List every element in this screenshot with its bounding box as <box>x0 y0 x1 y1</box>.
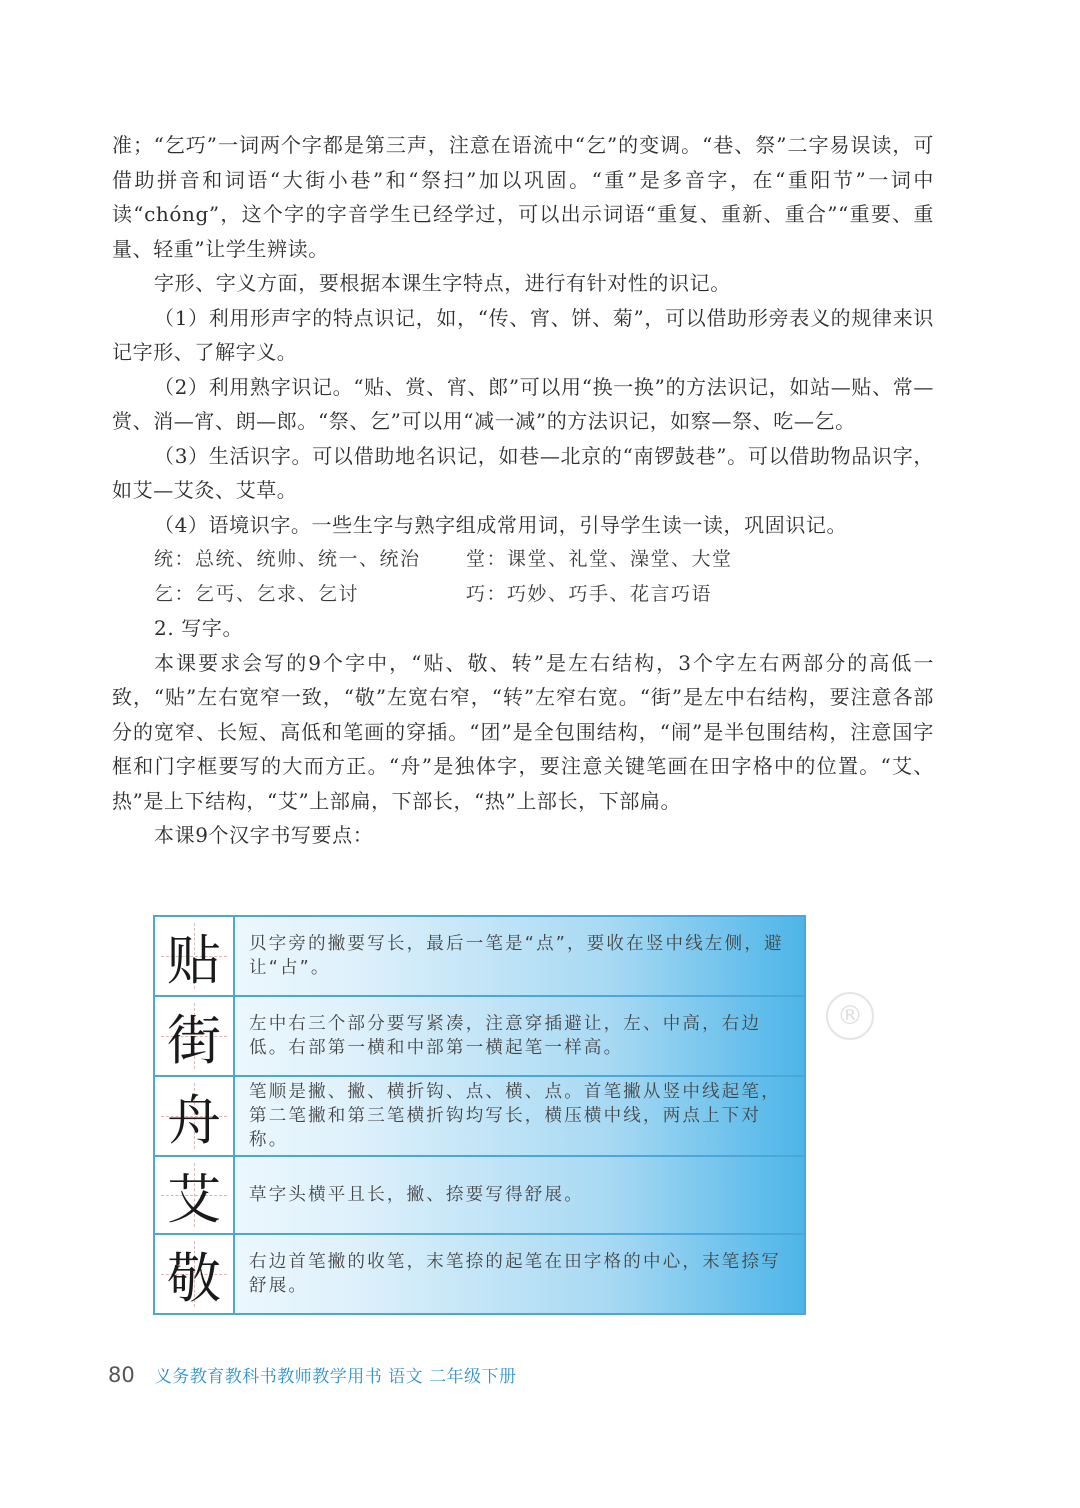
paragraph-method-1: （1）利用形声字的特点识记，如，“传、宵、饼、菊”，可以借助形旁表义的规律来识记字形、了解字义。 <box>112 305 934 364</box>
char-grid-cell <box>155 917 235 995</box>
writing-tip: 贝字旁的撇要写长，最后一笔是“点”，要收在竖中线左侧，避让“占”。 <box>249 934 784 978</box>
paragraph-method-2: （2）利用熟字识记。“贴、赏、宵、郎”可以用“换一换”的方法识记，如站—贴、常—赏、消—宵、朗—郎。“祭、乞”可以用“减一减”的方法识记，如察—祭、吃—乞。 <box>112 374 934 433</box>
page-footer <box>108 1362 517 1387</box>
paragraph-method-3: （3）生活识字。可以借助地名识记，如巷—北京的“南锣鼓巷”。可以借助物品识字，如艾—艾灸、艾草。 <box>112 443 934 502</box>
paragraph-pronunciation: 准；“乞巧”一词两个字都是第三声，注意在语流中“乞”的变调。“巷、祭”二字易误读，可借助拼音和词语“大街小巷”和“祭扫”加以巩固。“重”是多音字，在“重阳节”一词中读“chóng”，这个字的字音学生已经学过，可以出示词语“重复、重新、重合”“重要、重量、轻重”让学生辨读。 <box>112 133 934 261</box>
table-row <box>155 917 804 997</box>
word-group-row <box>112 577 934 612</box>
writing-points-table <box>153 915 806 1315</box>
character: 贴 <box>167 928 221 992</box>
writing-tip: 右边首笔撇的收笔，末笔捺的起笔在田字格的中心，末笔捺写舒展。 <box>249 1252 781 1296</box>
paragraph-method-4: （4）语境识字。一些生字与熟字组成常用词，引导学生读一读，巩固识记。 <box>154 512 848 537</box>
writing-tip: 草字头横平且长，撇、捺要写得舒展。 <box>249 1185 584 1205</box>
char-grid-cell <box>155 1077 235 1155</box>
word-group: 乞：乞丐、乞求、乞讨 <box>154 582 360 605</box>
char-grid-cell <box>155 997 235 1075</box>
book-title: 义务教育教科书教师教学用书 语文 二年级下册 <box>154 1367 517 1387</box>
character: 街 <box>167 1008 221 1072</box>
table-intro: 本课9个汉字书写要点： <box>154 823 374 847</box>
word-group: 统：总统、统帅、统一、统治 <box>154 548 421 570</box>
body-text <box>112 128 934 853</box>
paragraph-form-meaning: 字形、字义方面，要根据本课生字特点，进行有针对性的识记。 <box>154 271 731 295</box>
character: 艾 <box>167 1167 221 1231</box>
char-grid-cell <box>155 1235 235 1313</box>
table-row <box>155 1157 804 1235</box>
character: 敬 <box>167 1246 221 1310</box>
character: 舟 <box>167 1088 221 1152</box>
table-row <box>155 997 804 1077</box>
char-grid-cell <box>155 1157 235 1233</box>
registered-watermark-icon: ® <box>826 992 874 1040</box>
section-heading: 2. 写字。 <box>154 616 244 640</box>
writing-tip: 笔顺是撇、撇、横折钩、点、横、点。首笔撇从竖中线起笔，第二笔撇和第三笔横折钩均写长，横压横中线，两点上下对称。 <box>249 1082 781 1150</box>
word-group-row <box>112 542 934 577</box>
paragraph-writing: 本课要求会写的9个字中，“贴、敬、转”是左右结构，3个字左右两部分的高低一致，“贴”左右宽窄一致，“敬”左宽右窄，“转”左窄右宽。“街”是左中右结构，要注意各部分的宽窄、长短、高低和笔画的穿插。“团”是全包围结构，“闹”是半包围结构，注意国字框和门字框要写的大而方正。“舟”是独体字，要注意关键笔画在田字格中的位置。“艾、热”是上下结构，“艾”上部扁，下部长，“热”上部长，下部扁。 <box>112 650 934 813</box>
word-group: 堂：课堂、礼堂、澡堂、大堂 <box>466 548 733 570</box>
table-row <box>155 1235 804 1313</box>
table-row <box>155 1077 804 1157</box>
writing-tip: 左中右三个部分要写紧凑，注意穿插避让，左、中高，右边低。右部第一横和中部第一横起笔一样高。 <box>249 1014 762 1058</box>
word-group: 巧：巧妙、巧手、花言巧语 <box>466 582 713 605</box>
page-number: 80 <box>108 1363 135 1387</box>
